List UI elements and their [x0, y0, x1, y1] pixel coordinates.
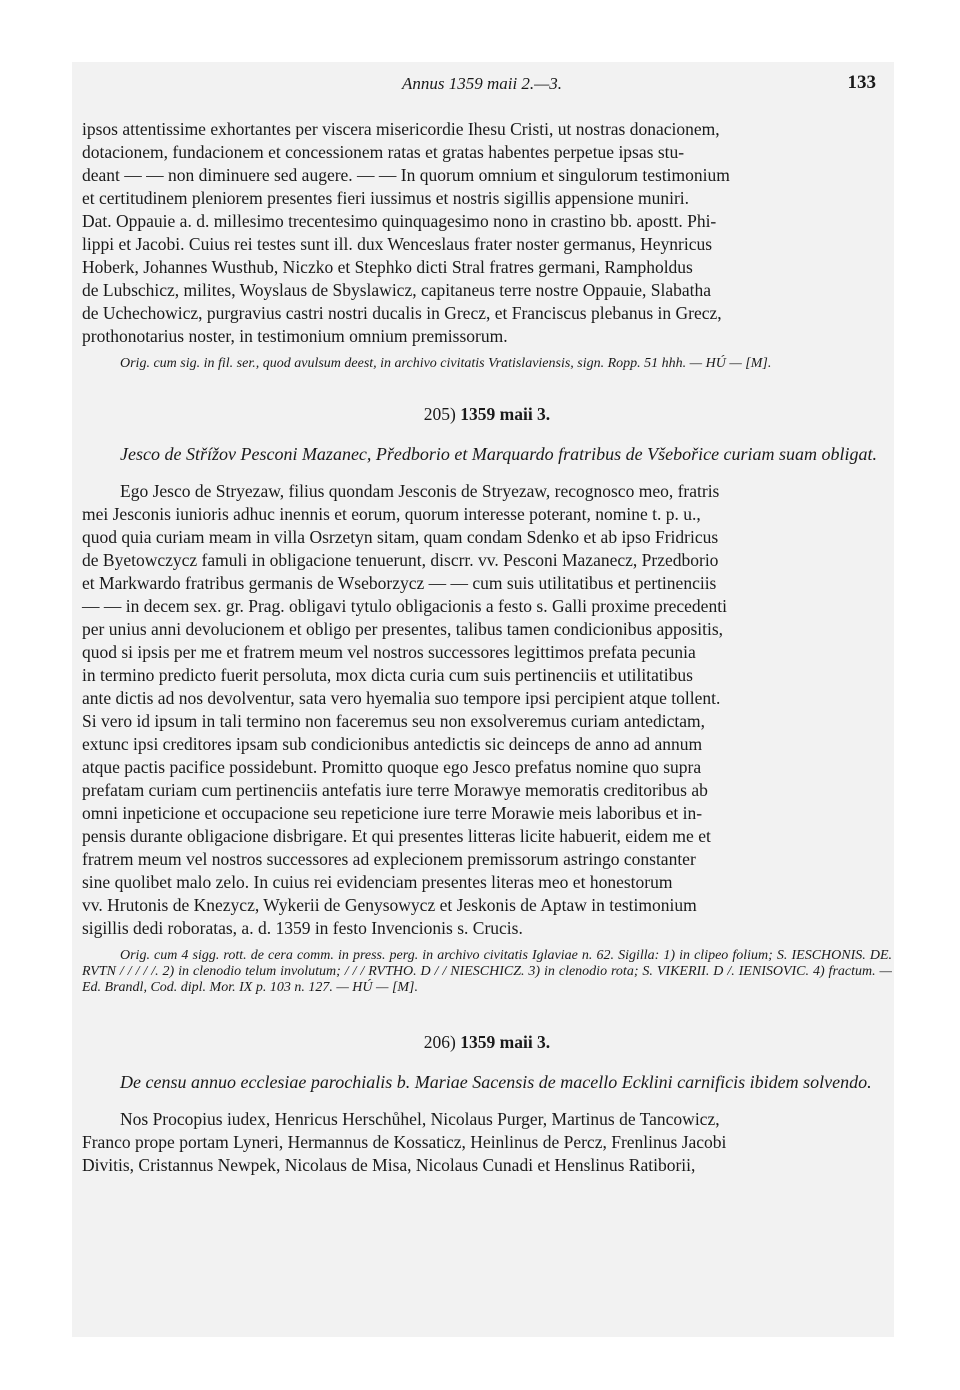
text-line: in termino predicto fuerit persoluta, mox dicta curia cum suis pertinenciis et utilitatibus: [82, 665, 693, 685]
text-line: Dat. Oppauie a. d. millesimo trecentesimo quinquagesimo nono in crastino bb. apostt. Phi-: [82, 211, 717, 231]
document-heading-206: [82, 1030, 892, 1054]
text-line: prothonotarius noster, in testimonium omnium premissorum.: [82, 326, 508, 346]
document-number: 205): [423, 404, 456, 424]
text-line: per unius anni devolucionem et obligo per presentes, talibus tamen condicionibus appositis,: [82, 619, 724, 639]
regest-206: De censu annuo ecclesiae parochialis b. Mariae Sacensis de macello Ecklini carnificis ibidem solvendo.: [120, 1072, 872, 1092]
text-line: pensis durante obligacione disbrigare. Et qui presentes litteras licite habuerit, eidem me et: [82, 826, 711, 846]
document-heading-205: [82, 402, 892, 426]
text-line: de Byetowczycz famuli in obligacione tenuerunt, discrr. vv. Pesconi Mazanecz, Przedborio: [82, 550, 719, 570]
source-note: Orig. cum sig. in fil. ser., quod avulsum deest, in archivo civitatis Vratislaviensis, sign. Ropp. 51 hhh. — HÚ — [M].: [120, 356, 772, 371]
text-line: lippi et Jacobi. Cuius rei testes sunt ill. dux Wenceslaus frater noster germanus, Heynricus: [82, 234, 713, 254]
text-line: Hoberk, Johannes Wusthub, Niczko et Stephko dicti Stral fratres germani, Rampholdus: [82, 257, 693, 277]
document-206-text: [82, 1108, 892, 1177]
text-line: Nos Procopius iudex, Henricus Herschůhel, Nicolaus Purger, Martinus de Tancowicz,: [120, 1109, 720, 1129]
text-line: dotacionem, fundacionem et concessionem ratas et gratas habentes perpetue ipsas stu-: [82, 142, 685, 162]
text-line: ante dictis ad nos devolventur, sata vero hyemalia suo tempore ipsi percipient atque tollent.: [82, 688, 721, 708]
text-line: omni inpeticione et occupacione seu repeticione iure terre Morawie meis laboribus et in-: [82, 803, 703, 823]
document-205-text: [82, 480, 892, 940]
source-note: Orig. cum 4 sigg. rott. de cera comm. in press. perg. in archivo civitatis Iglaviae n. 62. Sigilla: 1) in clipeo folium; S. IESCHONIS. DE. RVTN / / / / /. 2) in clenodio telum involutum; / / / RVTHO. D / / NIESCHICZ. 3) in clenodio rota; S. VIKERII. D /. IENISOVIC. 4) fractum. — Ed. Brandl, Cod. dipl. Mor. IX p. 103 n. 127. — HÚ — [M].: [82, 948, 892, 995]
text-line: Si vero id ipsum in tali termino non faceremus seu non exsolveremus curiam antedictam,: [82, 711, 706, 731]
text-line: Ego Jesco de Stryezaw, filius quondam Jesconis de Stryezaw, recognosco meo, fratris: [120, 481, 720, 501]
text-line: fratrem meum vel nostros successores ad explecionem premissorum astringo constanter: [82, 849, 696, 869]
running-head-title: Annus 1359 maii 2.—3.: [401, 74, 563, 93]
text-line: Franco prope portam Lyneri, Hermannus de Kossaticz, Heinlinus de Percz, Frenlinus Jacobi: [82, 1132, 727, 1152]
text-line: quod si ipsis per me et fratrem meum vel nostros successores legittimos prefata pecunia: [82, 642, 696, 662]
running-head: [82, 72, 882, 96]
text-line: de Uchechowicz, purgravius castri nostri ducalis in Grecz, et Franciscus plebanus in Grecz,: [82, 303, 722, 323]
text-line: vv. Hrutonis de Knezycz, Wykerii de Genysowycz et Jeskonis de Aptaw in testimonium: [82, 895, 697, 915]
text-line: Divitis, Cristannus Newpek, Nicolaus de Misa, Nicolaus Cunadi et Henslinus Ratiborii,: [82, 1155, 696, 1175]
text-line: ipsos attentissime exhortantes per viscera misericordie Ihesu Cristi, ut nostras donacionem,: [82, 119, 720, 139]
text-line: et Markwardo fratribus germanis de Wseborzycz — — cum suis utilitatibus et pertinenciis: [82, 573, 717, 593]
text-line: deant — — non diminuere sed augere. — — In quorum omnium et singulorum testimonium: [82, 165, 730, 185]
text-line: extunc ipsi creditores ipsam sub condicionibus antedictis sic deinceps de anno ad annum: [82, 734, 703, 754]
text-line: sine quolibet malo zelo. In cuius rei evidenciam presentes literas meo et honestorum: [82, 872, 673, 892]
document-number: 206): [423, 1032, 456, 1052]
text-line: prefatam curiam cum pertinenciis antefatis iure terre Morawye memoratis creditoribus ab: [82, 780, 708, 800]
text-line: et certitudinem pleniorem presentes fieri iussimus et nostris sigillis appensione muniri.: [82, 188, 690, 208]
text-line: sigillis dedi roboratas, a. d. 1359 in festo Invencionis s. Crucis.: [82, 918, 523, 938]
document-date: 1359 maii 3.: [460, 404, 551, 424]
text-line: quod quia curiam meam in villa Osrzetyn sitam, quam condam Sdenko et ab ipso Fridricus: [82, 527, 719, 547]
document-date: 1359 maii 3.: [460, 1032, 551, 1052]
prev-document-text: [82, 118, 892, 348]
regest-205: Jesco de Střížov Pesconi Mazanec, Předborio et Marquardo fratribus de Všebořice curiam suam obligat.: [120, 444, 878, 464]
text-line: mei Jesconis iunioris adhuc inennis et eorum, quorum interesse poterant, nomine t. p. u.,: [82, 504, 701, 524]
page-content: [82, 118, 892, 1177]
text-line: — — in decem sex. gr. Prag. obligavi tytulo obligacionis a festo s. Galli proxime precedenti: [82, 596, 727, 616]
text-line: atque pactis pacifice possidebunt. Promitto quoque ego Jesco prefatus nomine quo supra: [82, 757, 702, 777]
text-line: de Lubschicz, milites, Woyslaus de Sbyslawicz, capitaneus terre nostre Oppauie, Slabatha: [82, 280, 712, 300]
page-number: 133: [847, 72, 876, 93]
